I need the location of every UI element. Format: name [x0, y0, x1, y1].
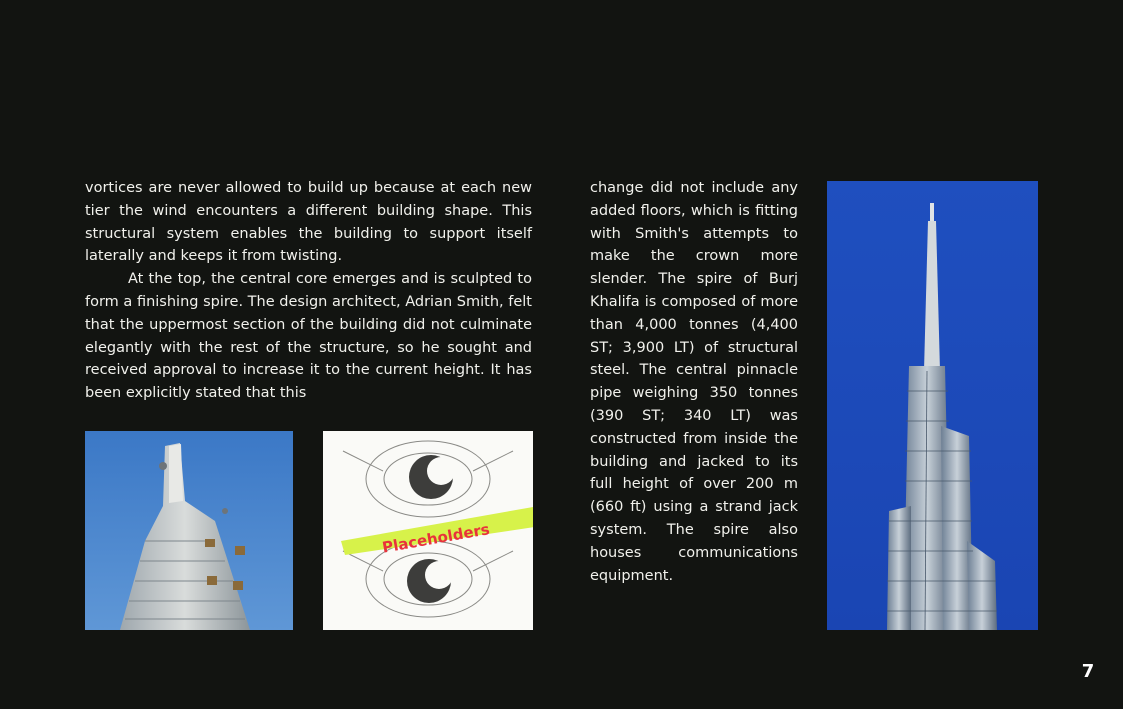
placeholder-label: Placeholders: [380, 520, 491, 557]
page-number: 7: [1081, 661, 1095, 682]
left-paragraph-2: At the top, the central core emerges and is sculpted to form a finishing spire. The design architect, Adrian Smith, felt that the uppermost section of the building did not culminate elegantly with the rest of the structure, so he sought and received approval to increase it to the current height. It has been explicitly stated that this: [85, 271, 532, 402]
spire-base-illustration: [85, 431, 293, 630]
right-text-column: [590, 177, 798, 587]
spire-tower-photo: [827, 181, 1038, 630]
spire-tower-illustration: [827, 181, 1038, 630]
floor-plan-drawings: [323, 431, 533, 630]
spire-base-photo: [85, 431, 293, 630]
floor-plan-illustration: [323, 431, 533, 630]
left-text-column: [85, 177, 532, 405]
left-paragraph-1: vortices are never allowed to build up because at each new tier the wind encounters a different building shape. This structural system enables the building to support itself laterally and keeps it from twisting.: [85, 180, 532, 265]
right-paragraph: change did not include any added floors, which is fitting with Smith's attempts to make the crown more slender. The spire of Burj Khalifa is composed of more than 4,000 tonnes (4,400 ST; 3,900 LT) of structural steel. The central pinnacle pipe weighing 350 tonnes (390 ST; 340 LT) was constructed from inside the building and jacked to its full height of over 200 m (660 ft) using a strand jack system. The spire also houses communications equipment.: [590, 180, 798, 584]
